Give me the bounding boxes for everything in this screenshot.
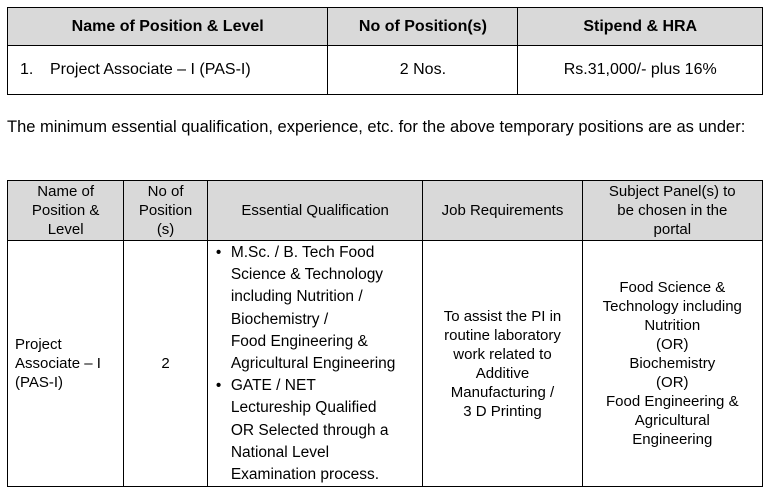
position-line: Associate – I — [15, 355, 101, 373]
cell-position — [8, 46, 328, 95]
panel-line: Technology including — [602, 298, 742, 316]
header-line: Level — [47, 221, 84, 238]
list-item — [214, 242, 419, 375]
qualification-line: National Level — [230, 443, 330, 461]
cell-count: 2 Nos. — [328, 46, 518, 95]
qualification-line: M.Sc. / B. Tech Food — [230, 244, 375, 261]
panel-line: (OR) — [656, 374, 689, 392]
header-line: Position — [138, 202, 193, 219]
position-line: (PAS-I) — [15, 374, 64, 392]
header-line: be chosen in the — [617, 202, 728, 219]
cell-job-requirements — [423, 241, 582, 487]
qualification-table — [7, 180, 763, 487]
qualification-list — [214, 242, 419, 486]
cell-stipend: Rs.31,000/- plus 16% — [518, 46, 763, 95]
header-subject-panel — [582, 181, 762, 241]
table-row — [8, 46, 763, 95]
job-line: routine laboratory — [444, 326, 561, 344]
header-line: Position & — [31, 202, 100, 219]
stipend-table — [7, 7, 763, 95]
header-essential-qualification: Essential Qualification — [207, 181, 423, 241]
header-no-of-positions: No of Position(s) — [328, 8, 518, 46]
job-line: 3 D Printing — [463, 402, 542, 420]
stipend-table-header — [8, 8, 763, 46]
job-line: Additive — [475, 364, 530, 382]
job-line: work related to — [453, 345, 552, 363]
table-row — [8, 241, 763, 487]
header-line: No of — [147, 183, 184, 200]
header-line: (s) — [156, 221, 175, 238]
qualification-intro-text: The minimum essential qualification, experience, etc. for the above temporary positions are as under: — [7, 118, 746, 136]
header-line: Name of — [37, 183, 94, 200]
panel-line: Food Science & — [619, 279, 726, 297]
panel-line: Nutrition — [644, 317, 701, 335]
qualification-line: Biochemistry / — [230, 310, 329, 328]
job-line: To assist the PI in — [443, 307, 562, 325]
cell-position-count: 2 — [124, 241, 208, 487]
qualification-line: GATE / NET — [230, 377, 316, 395]
qualification-line: including Nutrition / — [230, 288, 363, 306]
header-no-of-position — [124, 181, 208, 241]
panel-line: Engineering — [632, 431, 713, 449]
panel-line: Food Engineering & — [605, 393, 739, 411]
list-item — [214, 375, 419, 486]
qualification-line: Science & Technology — [230, 266, 384, 284]
qualification-line: Agricultural Engineering — [230, 355, 396, 373]
header-name-position-level — [8, 181, 124, 241]
header-position-level: Name of Position & Level — [8, 8, 328, 46]
qualification-line: OR Selected through a — [230, 421, 389, 439]
cell-subject-panel — [582, 241, 762, 487]
qualification-table-header — [8, 181, 763, 241]
cell-essential-qualification — [207, 241, 423, 487]
panel-line: Agricultural — [634, 412, 710, 430]
panel-line: Biochemistry — [629, 355, 716, 373]
cell-position-name — [8, 241, 124, 487]
header-stipend-hra: Stipend & HRA — [518, 8, 763, 46]
position-line: Project — [15, 336, 62, 354]
header-line: Subject Panel(s) to — [608, 183, 736, 200]
qualification-line: Lectureship Qualified — [230, 399, 377, 417]
qualification-line: Examination process. — [230, 466, 380, 484]
job-line: Manufacturing / — [450, 383, 555, 401]
row-number: 1. — [20, 61, 34, 78]
position-name: Project Associate – I (PAS-I) — [50, 61, 251, 78]
header-line: portal — [653, 221, 692, 238]
panel-line: (OR) — [656, 336, 689, 354]
qualification-line: Food Engineering & — [230, 332, 368, 350]
header-job-requirements: Job Requirements — [423, 181, 582, 241]
